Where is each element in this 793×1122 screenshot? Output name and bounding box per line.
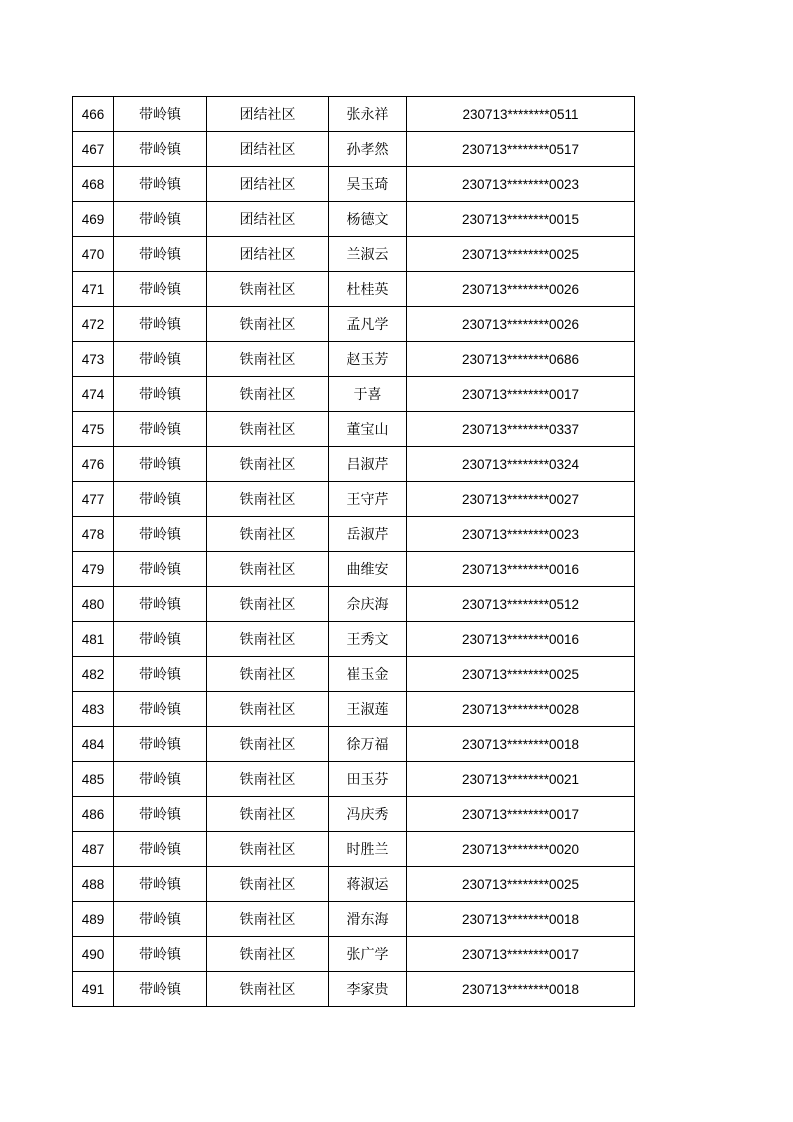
community-cell: 铁南社区 [207,342,329,377]
row-number-cell: 477 [73,482,114,517]
id-number-cell: 230713********0027 [407,482,635,517]
town-cell: 带岭镇 [114,517,207,552]
row-number-cell: 484 [73,727,114,762]
id-number-cell: 230713********0337 [407,412,635,447]
person-name-cell: 杜桂英 [329,272,407,307]
town-cell: 带岭镇 [114,132,207,167]
table-row [73,167,635,202]
roster-table [72,96,635,1007]
town-cell: 带岭镇 [114,902,207,937]
community-cell: 铁南社区 [207,762,329,797]
person-name-cell: 佘庆海 [329,587,407,622]
community-cell: 铁南社区 [207,692,329,727]
row-number-cell: 490 [73,937,114,972]
row-number-cell: 488 [73,867,114,902]
town-cell: 带岭镇 [114,587,207,622]
row-number-cell: 481 [73,622,114,657]
community-cell: 铁南社区 [207,482,329,517]
person-name-cell: 田玉芬 [329,762,407,797]
table-row [73,867,635,902]
table-row [73,377,635,412]
town-cell: 带岭镇 [114,832,207,867]
community-cell: 铁南社区 [207,832,329,867]
town-cell: 带岭镇 [114,937,207,972]
id-number-cell: 230713********0023 [407,167,635,202]
person-name-cell: 蒋淑运 [329,867,407,902]
id-number-cell: 230713********0026 [407,272,635,307]
table-row [73,902,635,937]
id-number-cell: 230713********0686 [407,342,635,377]
id-number-cell: 230713********0020 [407,832,635,867]
row-number-cell: 480 [73,587,114,622]
community-cell: 铁南社区 [207,937,329,972]
town-cell: 带岭镇 [114,622,207,657]
town-cell: 带岭镇 [114,657,207,692]
town-cell: 带岭镇 [114,307,207,342]
id-number-cell: 230713********0016 [407,552,635,587]
row-number-cell: 467 [73,132,114,167]
row-number-cell: 468 [73,167,114,202]
person-name-cell: 滑东海 [329,902,407,937]
roster-table-body [73,97,635,1007]
town-cell: 带岭镇 [114,202,207,237]
table-row [73,412,635,447]
person-name-cell: 王守芹 [329,482,407,517]
row-number-cell: 476 [73,447,114,482]
table-row [73,342,635,377]
community-cell: 铁南社区 [207,377,329,412]
person-name-cell: 崔玉金 [329,657,407,692]
community-cell: 铁南社区 [207,622,329,657]
person-name-cell: 赵玉芳 [329,342,407,377]
town-cell: 带岭镇 [114,97,207,132]
table-row [73,692,635,727]
id-number-cell: 230713********0324 [407,447,635,482]
id-number-cell: 230713********0511 [407,97,635,132]
community-cell: 铁南社区 [207,972,329,1007]
row-number-cell: 479 [73,552,114,587]
town-cell: 带岭镇 [114,377,207,412]
community-cell: 铁南社区 [207,867,329,902]
person-name-cell: 杨德文 [329,202,407,237]
person-name-cell: 岳淑芹 [329,517,407,552]
table-row [73,762,635,797]
id-number-cell: 230713********0016 [407,622,635,657]
row-number-cell: 486 [73,797,114,832]
community-cell: 铁南社区 [207,517,329,552]
id-number-cell: 230713********0025 [407,657,635,692]
table-row [73,937,635,972]
town-cell: 带岭镇 [114,272,207,307]
row-number-cell: 489 [73,902,114,937]
table-row [73,622,635,657]
row-number-cell: 473 [73,342,114,377]
community-cell: 铁南社区 [207,797,329,832]
person-name-cell: 冯庆秀 [329,797,407,832]
town-cell: 带岭镇 [114,727,207,762]
row-number-cell: 491 [73,972,114,1007]
town-cell: 带岭镇 [114,447,207,482]
person-name-cell: 张广学 [329,937,407,972]
table-row [73,237,635,272]
table-row [73,972,635,1007]
id-number-cell: 230713********0021 [407,762,635,797]
person-name-cell: 徐万福 [329,727,407,762]
community-cell: 团结社区 [207,97,329,132]
community-cell: 铁南社区 [207,447,329,482]
row-number-cell: 483 [73,692,114,727]
id-number-cell: 230713********0018 [407,972,635,1007]
id-number-cell: 230713********0015 [407,202,635,237]
person-name-cell: 王秀文 [329,622,407,657]
row-number-cell: 487 [73,832,114,867]
person-name-cell: 孙孝然 [329,132,407,167]
id-number-cell: 230713********0512 [407,587,635,622]
community-cell: 铁南社区 [207,657,329,692]
table-row [73,272,635,307]
person-name-cell: 于喜 [329,377,407,412]
town-cell: 带岭镇 [114,167,207,202]
community-cell: 铁南社区 [207,272,329,307]
row-number-cell: 470 [73,237,114,272]
community-cell: 团结社区 [207,202,329,237]
table-row [73,447,635,482]
community-cell: 铁南社区 [207,552,329,587]
person-name-cell: 董宝山 [329,412,407,447]
person-name-cell: 孟凡学 [329,307,407,342]
table-row [73,132,635,167]
town-cell: 带岭镇 [114,237,207,272]
community-cell: 团结社区 [207,132,329,167]
town-cell: 带岭镇 [114,482,207,517]
person-name-cell: 兰淑云 [329,237,407,272]
town-cell: 带岭镇 [114,762,207,797]
table-row [73,587,635,622]
table-row [73,307,635,342]
id-number-cell: 230713********0023 [407,517,635,552]
id-number-cell: 230713********0017 [407,377,635,412]
person-name-cell: 张永祥 [329,97,407,132]
table-row [73,832,635,867]
table-row [73,657,635,692]
row-number-cell: 469 [73,202,114,237]
row-number-cell: 472 [73,307,114,342]
person-name-cell: 吴玉琦 [329,167,407,202]
id-number-cell: 230713********0025 [407,237,635,272]
row-number-cell: 474 [73,377,114,412]
community-cell: 团结社区 [207,237,329,272]
town-cell: 带岭镇 [114,692,207,727]
row-number-cell: 485 [73,762,114,797]
person-name-cell: 吕淑芹 [329,447,407,482]
table-row [73,517,635,552]
id-number-cell: 230713********0018 [407,727,635,762]
row-number-cell: 478 [73,517,114,552]
community-cell: 铁南社区 [207,587,329,622]
community-cell: 团结社区 [207,167,329,202]
community-cell: 铁南社区 [207,727,329,762]
id-number-cell: 230713********0017 [407,937,635,972]
table-row [73,797,635,832]
person-name-cell: 李家贵 [329,972,407,1007]
id-number-cell: 230713********0018 [407,902,635,937]
row-number-cell: 475 [73,412,114,447]
person-name-cell: 曲维安 [329,552,407,587]
table-row [73,97,635,132]
community-cell: 铁南社区 [207,307,329,342]
town-cell: 带岭镇 [114,797,207,832]
table-row [73,482,635,517]
id-number-cell: 230713********0517 [407,132,635,167]
id-number-cell: 230713********0026 [407,307,635,342]
table-row [73,727,635,762]
row-number-cell: 466 [73,97,114,132]
town-cell: 带岭镇 [114,867,207,902]
person-name-cell: 时胜兰 [329,832,407,867]
town-cell: 带岭镇 [114,412,207,447]
town-cell: 带岭镇 [114,972,207,1007]
town-cell: 带岭镇 [114,342,207,377]
id-number-cell: 230713********0028 [407,692,635,727]
community-cell: 铁南社区 [207,412,329,447]
person-name-cell: 王淑莲 [329,692,407,727]
table-row [73,202,635,237]
id-number-cell: 230713********0025 [407,867,635,902]
town-cell: 带岭镇 [114,552,207,587]
row-number-cell: 471 [73,272,114,307]
community-cell: 铁南社区 [207,902,329,937]
table-row [73,552,635,587]
row-number-cell: 482 [73,657,114,692]
id-number-cell: 230713********0017 [407,797,635,832]
